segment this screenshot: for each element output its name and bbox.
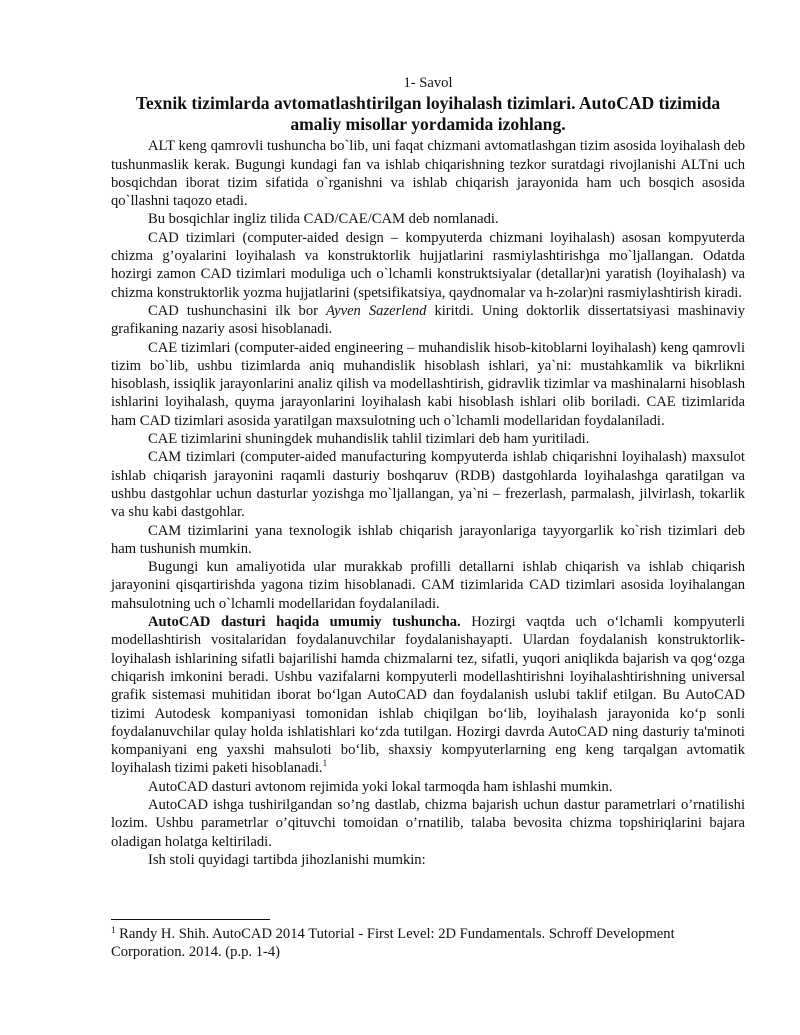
paragraph-stages: Bu bosqichlar ingliz tilida CAD/CAE/CAM deb nomlanadi. <box>148 211 499 228</box>
person-name: Ayven Sazerlend <box>326 302 427 319</box>
document-body <box>111 74 745 869</box>
paragraph-autocad-setup: AutoCAD ishga tushirilgandan so’ng dastlab, chizma bajarish uchun dastur parametrlari o’rnatilishi lozim. Ushbu parametrlar o’qituvchi tomoidan o’rnatilib, talaba bevosita chizma topshiriqlarini bajara oladigan holatga keltiriladi. <box>111 796 745 850</box>
footnote <box>111 925 745 962</box>
section-heading-autocad: AutoCAD dasturi haqida umumiy tushuncha. <box>148 614 461 631</box>
paragraph-cad: CAD tizimlari (computer-aided design – kompyuterda chizmani loyihalash) asosan kompyuterda chizma g’oyalarini loyihalash va konstruktorlik hujjatlarini rasmiylashtirishga mo`ljallangan. Odatda hozirgi zamon CAD tizimlari moduliga uch o`lchamli konstruktsiyalar (detallar)ni yaratish (loyihalash) va chizma konstruktorlik yozma hujjatlarini (spetsifikatsiya, qaydnomalar va h-zolar)ni rasmiylashtirish kiradi. <box>111 229 745 301</box>
paragraph-cam-technology: CAM tizimlarini yana texnologik ishlab chiqarish jarayonlariga tayyorgarlik ko`rish tizimlari deb ham tushunish mumkin. <box>111 522 745 557</box>
paragraph-cad-origin <box>111 302 745 339</box>
cad-origin-text-end: kiritdi. Uning doktorlik dissertatsiyasi mashinaviy grafikaning nazariy asosi hisoblanadi. <box>111 302 746 338</box>
paragraph-cae-analysis: CAE tizimlarini shuningdek muhandislik tahlil tizimlari deb ham yuritiladi. <box>148 431 590 448</box>
cad-origin-text-start: CAD tushunchasini ilk bor <box>148 302 327 319</box>
autocad-description: Hozirgi vaqtda uch o‘lchamli kompyuterli modellashtirish vositalaridan foydalanuvchilar foydalanishayapti. Ulardan foydalanish konstruktorlik-loyihalash ishlarining sifatli bajarilishi hamda chizmalarni tez, sifatli, yuqori aniqlikda bajarish va qog‘ozga chiqarish imkonini beradi. Ushbu vazifalarni kompyuterli modellashtirishni loyihalashtirishning universal grafik sistemasi muhitidan iborat bo‘lgan AutoCAD dan foydalanish uslubi taklif etilgan. Bu AutoCAD tizimi Autodesk kompaniyasi tomonidan ishlab chiqilgan bo‘lib, loyihalash jarayonida ko‘p sonli foydalanuvchilar qulay holda ishlatishlari ko‘zda tutilgan. Hozirgi davrda AutoCAD ning dasturiy ta'minoti kompaniyani eng yaxshi mahsuloti bo‘lib, shaxsiy kompyuterlarning eng keng tarqalgan avtomatik loyihalash tizimi paketi hisoblanadi. <box>111 614 745 777</box>
footnote-divider <box>111 919 270 920</box>
paragraph-practice: Bugungi kun amaliyotida ular murakkab profilli detallarni ishlab chiqarish va ishlab chiqarish jarayonini qisqartirishda yagona tizim hisoblanadi. CAM tizimlarida CAD tizimlari asosida loyihalangan mahsulotning uch o`lchamli modellaridan foydalaniladi. <box>111 559 745 612</box>
footnote-marker: 1 <box>111 925 116 935</box>
question-label: 1- Savol <box>403 75 453 91</box>
page-title: Texnik tizimlarda avtomatlashtirilgan loyihalash tizimlari. AutoCAD tizimida amaliy misollar yordamida izohlang. <box>135 93 721 135</box>
footnote-reference[interactable]: 1 <box>322 758 328 769</box>
paragraph-cae: CAE tizimlari (computer-aided engineering – muhandislik hisob-kitoblarni loyihalash) keng qamrovli tizim bo`lib, ushbu tizimlarda aniq muhandislik hisoblash ishlari, ya`ni: mustahkamlik va bikrlikni hisoblash, issiqlik jarayonlarini analiz qilish va modellashtirish, gidravlik tizimlar va mashinalarni hisoblash ishlarini loyihalash, quyma jarayonlarini loyihalash kabi hisoblash ishlari olib boriladi. CAE tizimlarida ham CAD tizimlari asosida yaratilgan maxsulotning uch o`lchamli modellaridan foydalaniladi. <box>111 339 745 429</box>
paragraph-autocad-network: AutoCAD dasturi avtonom rejimida yoki lokal tarmoqda ham ishlashi mumkin. <box>148 778 613 795</box>
paragraph-alt-intro: ALT keng qamrovli tushuncha bo`lib, uni faqat chizmani avtomatlashgan tizim asosida loyihalash deb tushunmaslik kerak. Bugungi kundagi fan va ishlab chiqarishning tezkor suratdagi rivojlanishi ALTni uch bosqichdan iborat tizim sifatida o`rganishni va ishlab chiqarish jarayonida ham uch bosqich asosida qo`llashni taqozo etadi. <box>111 138 745 210</box>
paragraph-cam: CAM tizimlari (computer-aided manufacturing kompyuterda ishlab chiqarishni loyihalash) maxsulot ishlab chiqarish jarayonini raqamli dasturiy boshqaruv (RDB) dastgohlarda loyihalashga qaratilgan va ushbu dastgohlar uchun dasturlar yozishga mo`ljallangan, ya`ni – frezerlash, parmalash, jilvirlash, tokarlik va shu kabi dastgohlar. <box>111 449 745 521</box>
footnote-text: Randy H. Shih. AutoCAD 2014 Tutorial - First Level: 2D Fundamentals. Schroff Development Corporation. 2014. (p.p. 1-4) <box>111 926 675 961</box>
paragraph-desktop: Ish stoli quyidagi tartibda jihozlanishi mumkin: <box>148 851 426 868</box>
paragraph-autocad <box>111 613 745 778</box>
